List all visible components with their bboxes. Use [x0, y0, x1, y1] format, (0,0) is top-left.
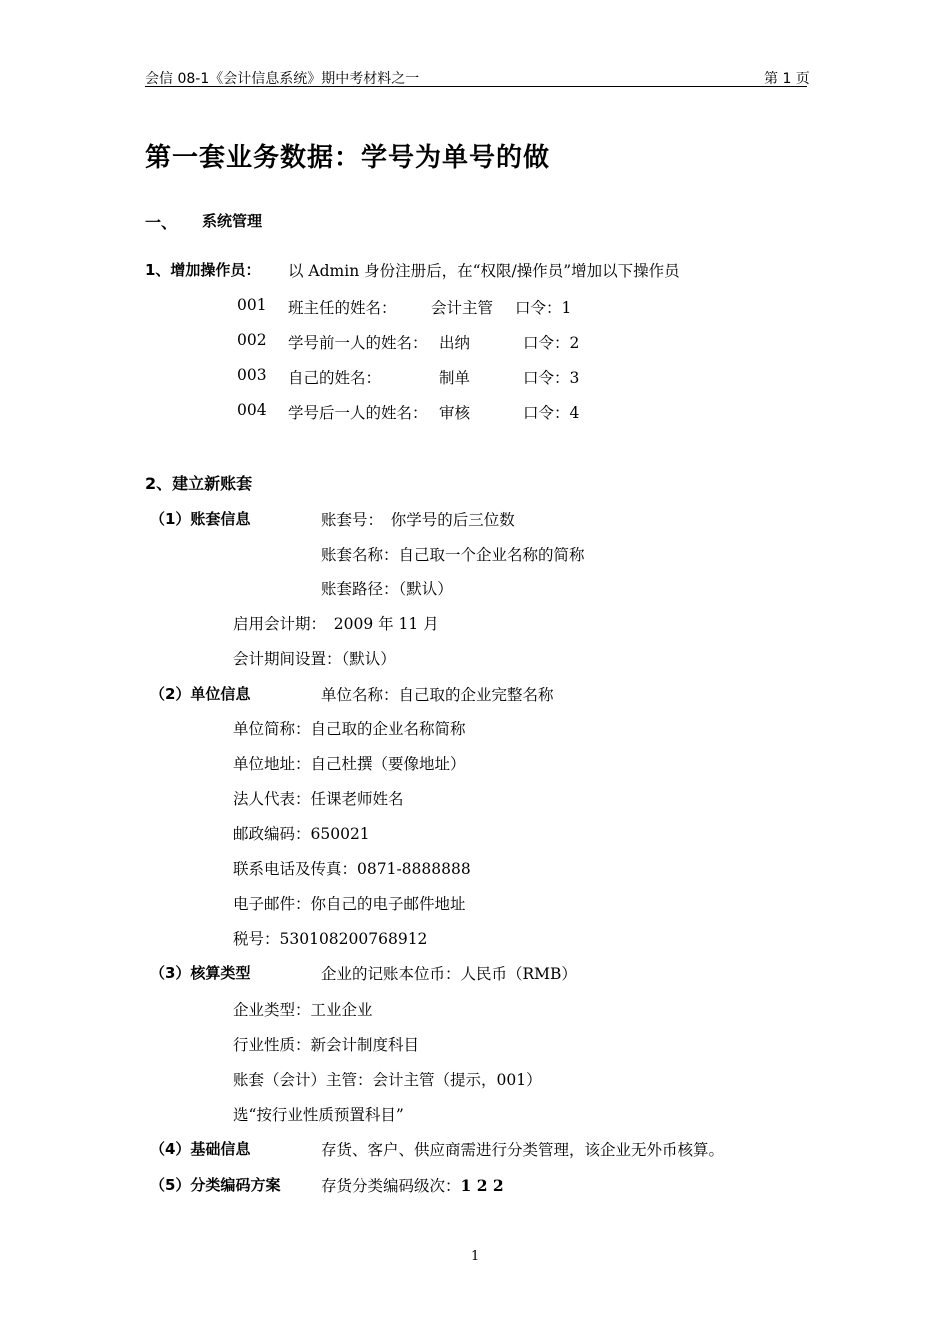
info-line: 行业性质：新会计制度科目 [233, 1036, 420, 1054]
info-line: 法人代表：任课老师姓名 [233, 790, 404, 808]
account-path-line: 账套路径：（默认） [321, 580, 453, 598]
info-line: 企业类型：工业企业 [233, 1001, 373, 1019]
operator-role: 制单 [439, 369, 471, 387]
operator-desc: 班主任的姓名： [288, 299, 397, 317]
info-line: 联系电话及传真：0871-8888888 [233, 860, 471, 878]
period-setting-line: 会计期间设置：（默认） [233, 650, 396, 668]
operator-desc: 学号前一人的姓名： [288, 334, 428, 352]
page-title: 第一套业务数据：学号为单号的做 [145, 143, 551, 173]
p4-label: （4）基础信息 [150, 1140, 251, 1158]
operator-password: 口令：4 [523, 404, 580, 422]
operator-role: 会计主管 [431, 299, 494, 317]
operator-desc: 学号后一人的姓名： [288, 404, 428, 422]
operator-id: 003 [237, 366, 267, 384]
company-name-line: 单位名称：自己取的企业完整名称 [321, 686, 554, 704]
coding-scheme-value: 1 2 2 [460, 1176, 504, 1195]
info-line: 单位地址：自己杜撰（要像地址） [233, 755, 466, 773]
coding-scheme-text: 存货分类编码级次： [321, 1177, 461, 1195]
currency-line: 企业的记账本位币：人民币（RMB） [321, 965, 577, 983]
p5-label: （5）分类编码方案 [150, 1176, 281, 1194]
operator-password: 口令：3 [523, 369, 580, 387]
header-left: 会信 08-1《会计信息系统》期中考材料之一 [145, 71, 420, 87]
account-name-line: 账套名称：自己取一个企业名称的简称 [321, 546, 585, 564]
operator-role: 审核 [439, 404, 471, 422]
footer-page-number: 1 [471, 1249, 480, 1264]
header-page-number: 第 1 页 [764, 71, 810, 87]
operator-role: 出纳 [439, 334, 471, 352]
operator-id: 004 [237, 401, 267, 419]
operator-password: 口令：2 [523, 334, 580, 352]
info-line: 单位简称：自己取的企业名称简称 [233, 720, 466, 738]
info-line: 选“按行业性质预置科目” [233, 1106, 404, 1124]
item2-label: 2、建立新账套 [145, 474, 253, 493]
operator-id: 002 [237, 331, 267, 349]
header-rule [145, 86, 807, 87]
basic-info-line: 存货、客户、供应商需进行分类管理，该企业无外币核算。 [321, 1141, 725, 1159]
item1-text: 以 Admin 身份注册后，在“权限/操作员”增加以下操作员 [288, 262, 680, 280]
account-number-line: 账套号： 你学号的后三位数 [321, 511, 515, 529]
start-period-line: 启用会计期： 2009 年 11 月 [233, 615, 439, 633]
coding-scheme-line [321, 1174, 504, 1196]
p2-label: （2）单位信息 [150, 685, 251, 703]
info-line: 税号：530108200768912 [233, 930, 428, 948]
operator-password: 口令：1 [515, 299, 572, 317]
info-line: 电子邮件：你自己的电子邮件地址 [233, 895, 466, 913]
operator-desc: 自己的姓名： [288, 369, 382, 387]
p3-label: （3）核算类型 [150, 964, 251, 982]
item1-label: 1、增加操作员： [145, 261, 261, 279]
info-line: 邮政编码：650021 [233, 825, 370, 843]
operator-id: 001 [237, 296, 267, 314]
section-number: 一、 [145, 213, 178, 232]
p1-label: （1）账套信息 [150, 510, 251, 528]
info-line: 账套（会计）主管：会计主管（提示，001） [233, 1071, 542, 1089]
section-title: 系统管理 [202, 212, 263, 230]
